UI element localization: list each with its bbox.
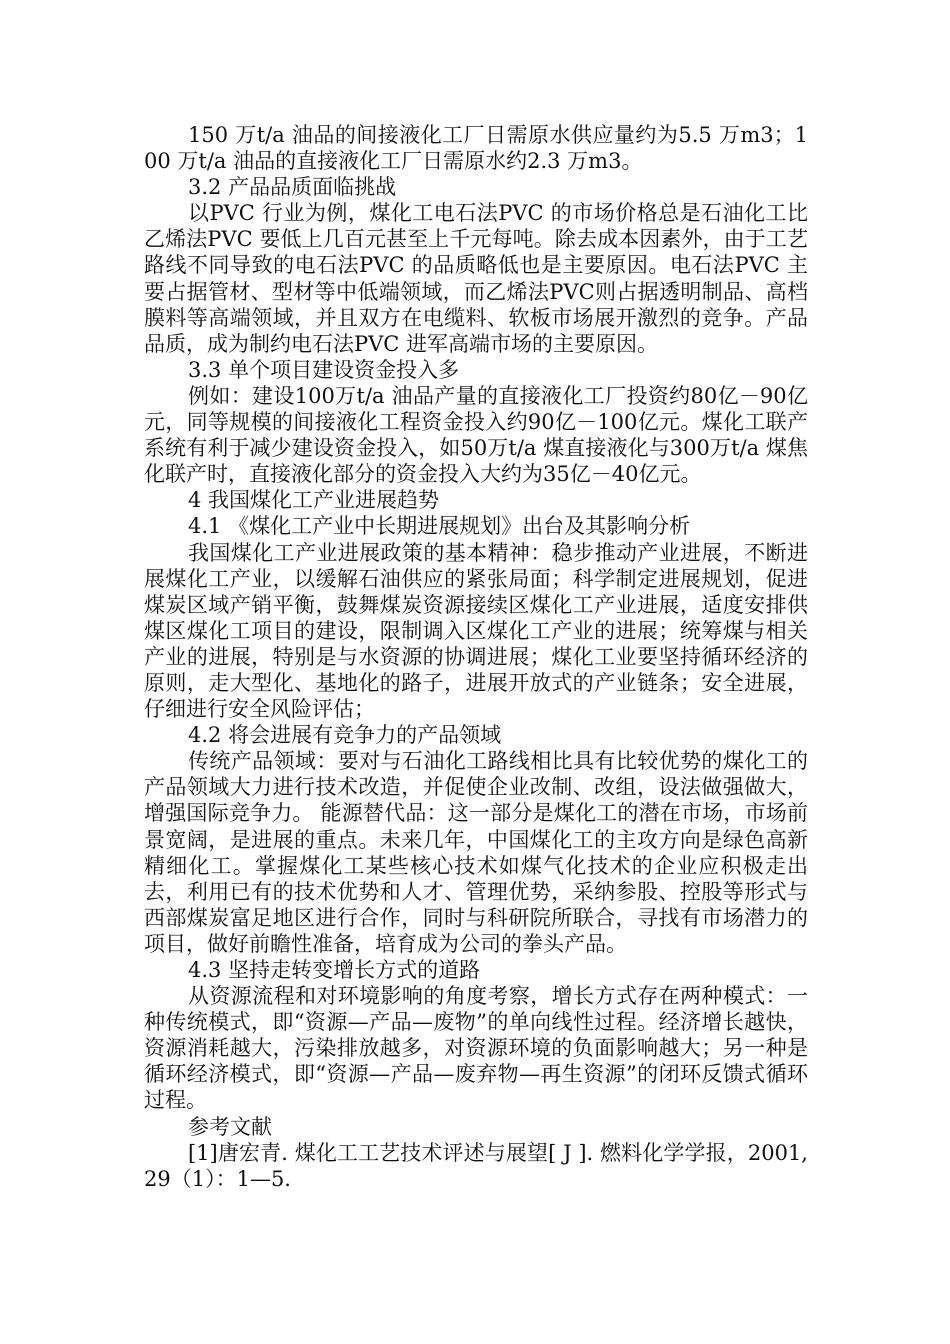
- section-heading-3-3: 3.3 单个项目建设资金投入多: [188, 357, 460, 382]
- section-heading-4-3: 4.3 坚持走转变增长方式的道路: [188, 958, 481, 982]
- section-heading-4-2: 4.2 将会进展有竞争力的产品领域: [188, 723, 502, 748]
- paragraph-water-supply: 150 万t/a 油品的间接液化工厂日需原水供应量约为5.5 万m3；100 万t/a 油品的直接液化工厂日需原水约2.3 万m3。: [144, 123, 808, 174]
- paragraph-product-fields: 传统产品领域：要对与石油化工路线相比具有比较优势的煤化工的产品领域大力进行技术改造，并促使企业改制、改组，设法做强做大，增强国际竞争力。 能源替代品：这一部分是煤化工的潜在市场，市场前景宽阔，是进展的重点。未来几年，中国煤化工的主攻方向是绿色高新精细化工。掌握煤化工某些核心技术如煤气化技术的企业应积极走出去，利用已有的技术优势和人才、管理优势，采纳参股、控股等形式与西部煤炭富足地区进行合作，同时与科研院所联合，寻找有市场潜力的项目，做好前瞻性准备，培育成为公司的拳头产品。: [144, 749, 808, 956]
- paragraph-growth-modes: 从资源流程和对环境影响的角度考察，增长方式存在两种模式：一种传统模式，即“资源—产品—废物”的单向线性过程。经济增长越快，资源消耗越大，污染排放越多，对资源环境的负面影响越大；另一种是循环经济模式，即“资源—产品—废弃物—再生资源”的闭环反馈式循环过程。: [144, 984, 808, 1113]
- references-heading: 参考文献: [188, 1114, 272, 1139]
- section-heading-3-2: 3.2 产品品质面临挑战: [188, 175, 397, 200]
- document-body: [144, 122, 808, 1192]
- reference-item-1: [1]唐宏青. 煤化工工艺技术评述与展望[ J ]. 燃料化学学报，2001,29（1）：1—5.: [144, 1140, 808, 1191]
- section-heading-4-1: 4.1 《煤化工产业中长期进展规划》出台及其影响分析: [188, 514, 691, 539]
- paragraph-investment: 例如：建设100万t/a 油品产量的直接液化工厂投资约80亿－90亿元，同等规模的间接液化工程资金投入约90亿－100亿元。煤化工联产系统有利于减少建设资金投入，如50万t/a 煤直接液化与300万t/a 煤焦化联产时，直接液化部分的资金投入大约为35亿－40亿元。: [144, 383, 808, 487]
- section-heading-4: 4 我国煤化工产业进展趋势: [188, 488, 440, 513]
- paragraph-policy: 我国煤化工产业进展政策的基本精神：稳步推动产业进展，不断进展煤化工产业，以缓解石油供应的紧张局面；科学制定进展规划，促进煤炭区域产销平衡，鼓舞煤炭资源接续区煤化工产业进展，适度安排供煤区煤化工项目的建设，限制调入区煤化工产业的进展；统筹煤与相关产业的进展，特别是与水资源的协调进展；煤化工业要坚持循环经济的原则，走大型化、基地化的路子，进展开放式的产业链条；安全进展，仔细进行安全风险评估；: [144, 540, 808, 722]
- paragraph-pvc-quality: 以PVC 行业为例，煤化工电石法PVC 的市场价格总是石油化工比乙烯法PVC 要低上几百元甚至上千元每吨。除去成本因素外，由于工艺路线不同导致的电石法PVC 的品质略低也是主要原因。电石法PVC 主要占据管材、型材等中低端领域，而乙烯法PVC则占据透明制品、高档膜料等高端领域，并且双方在电缆料、软板市场展开激烈的竞争。产品品质，成为制约电石法PVC 进军高端市场的主要原因。: [144, 201, 808, 356]
